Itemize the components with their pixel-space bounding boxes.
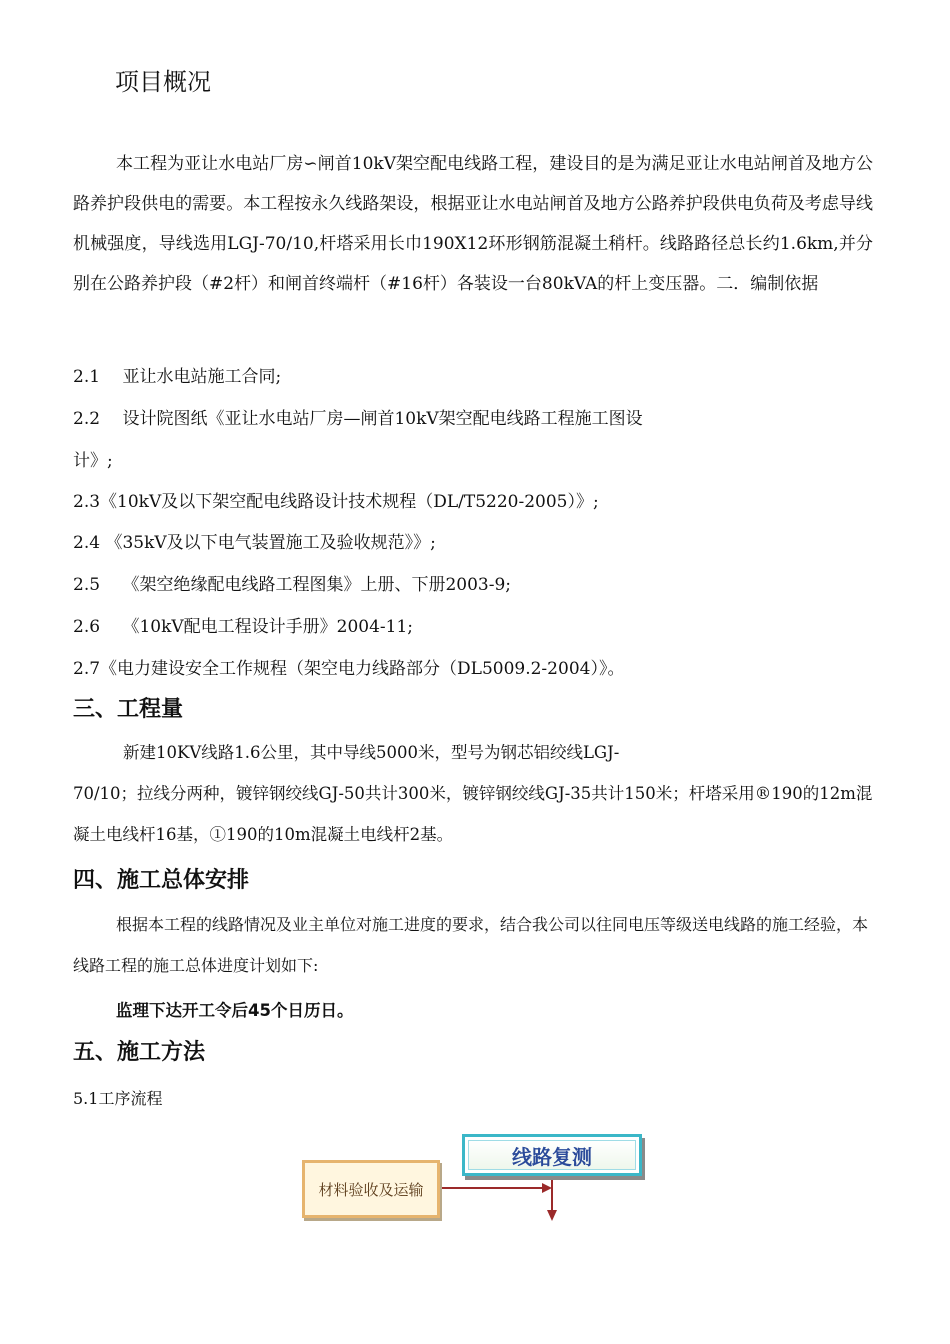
schedule-paragraph: 根据本工程的线路情况及业主单位对施工进度的要求，结合我公司以往同电压等级送电线路的施工经验，本线路工程的施工总体进度计划如下: [73,915,869,975]
basis-item-2-6: 2.6 《10kV配电工程设计手册》2004-11; [73,617,414,637]
flow-box-line-resurvey-label: 线路复测 [512,1144,592,1169]
quantities-line-2: 70/10；拉线分两种，镀锌钢绞线GJ-50共计300米，镀锌钢绞线GJ-35共计150米；杆塔采用®190的12m混凝土电线杆16基，①190的10m混凝土电线杆2基。 [73,784,873,844]
quantities-line-1: 新建10KV线路1.6公里，其中导线5000米，型号为钢芯铝绞线LGJ- [123,743,620,762]
flow-box-material-inspection-label: 材料验收及运输 [318,1180,424,1199]
basis-item-2-4: 2.4 《35kV及以下电气装置施工及验收规范》》; [73,533,436,553]
basis-item-2-2-continued: 计》; [73,451,113,471]
basis-item-2-3: 2.3《10kV及以下架空配电线路设计技术规程（DL/T5220-2005）》; [73,492,599,512]
section-heading-methods: 五、施工方法 [73,1040,206,1065]
basis-item-2-7: 2.7《电力建设安全工作规程（架空电力线路部分（DL5009.2-2004）》。 [73,659,625,679]
flow-arrowhead-right [542,1183,552,1193]
section-heading-quantities: 三、工程量 [73,697,184,722]
quantities-paragraph [73,732,878,855]
schedule-statement: 监理下达开工令后45个日历日。 [116,1001,354,1020]
project-overview-paragraph: 本工程为亚让水电站厂房∽闸首10kV架空配电线路工程，建设目的是为满足亚让水电站闸首及地方公路养护段供电的需要。本工程按永久线路架设，根据亚让水电站闸首及地方公路养护段供电负荷及考虑导线机械强度，导线选用LGJ-70/10,杆塔采用长巾190X12环形钢筋混凝土稍杆。线路路径总长约1.6km,并分别在公路养护段（#2杆）和闸首终端杆（#16杆）各装设一台80kVA的杆上变压器。二．编制依据 [73,154,873,294]
basis-item-2-2: 2.2 设计院图纸《亚让水电站厂房—闸首10kV架空配电线路工程施工图设 [73,409,643,429]
basis-item-2-1: 2.1 亚让水电站施工合同; [73,367,282,387]
section-heading-schedule: 四、施工总体安排 [73,868,250,893]
section-title-overview: 项目概况 [115,68,211,96]
basis-item-2-5: 2.5 《架空绝缘配电线路工程图集》上册、下册2003-9; [73,575,511,595]
flow-box-line-resurvey [462,1134,642,1176]
subheading-process-flow: 5.1工序流程 [73,1089,163,1108]
flow-arrowhead-down [547,1210,557,1221]
flow-box-material-inspection [302,1160,440,1218]
